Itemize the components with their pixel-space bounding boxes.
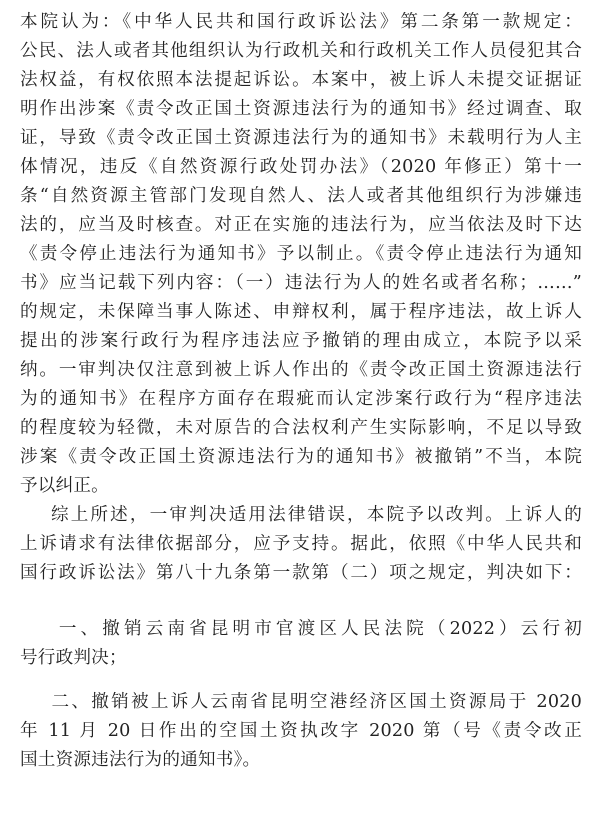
judgment-item-1-text: 行初: [542, 619, 582, 639]
paragraph-line: 书》应当记载下列内容：（一）违法行为人的姓名或者名称；……”: [20, 273, 582, 293]
paragraph-line: 予以纠正。: [20, 476, 109, 496]
paragraph-line: 条“自然资源主管部门发现自然人、法人或者其他组织行为涉嫌违: [20, 186, 582, 206]
judgment-item-1-text: 号行政判决；: [20, 648, 127, 668]
judgment-item-2-text: 号《责令改正: [463, 721, 582, 741]
paragraph-line: 纳。一审判决仅注意到被上诉人作出的《责令改正国土资源违法行: [20, 360, 582, 380]
paragraph-line: 涉案《责令改正国土资源违法行为的通知书》被撤销”不当，本院: [20, 447, 582, 467]
judgment-item-2-line-2: [20, 719, 582, 743]
paragraph-line: 《责令停止违法行为通知书》予以制止。《责令停止违法行为通知: [20, 244, 582, 264]
paragraph-line: 法权益，有权依照本法提起诉讼。本案中，被上诉人未提交证据证: [20, 70, 582, 90]
paragraph-line: 综上所述，一审判决适用法律错误，本院予以改判。上诉人的: [20, 505, 582, 525]
judgment-item-2-line-1: 二、撤销被上诉人云南省昆明空港经济区国土资源局于 2020: [20, 692, 582, 712]
paragraph-line: 法的，应当及时核查。对正在实施的违法行为，应当依法及时下达: [20, 215, 582, 235]
judgment-item-2-text: 年 11 月 20 日作出的空国土资执改字 2020 第（: [20, 721, 464, 741]
paragraph-line: 上诉请求有法律依据部分，应予支持。据此，依照《中华人民共和: [20, 534, 582, 554]
paragraph-line: 的程度较为轻微，未对原告的合法权利产生实际影响，不足以导致: [20, 418, 582, 438]
paragraph-line: 提出的涉案行政行为程序违法应予撤销的理由成立，本院予以采: [20, 331, 582, 351]
judgment-item-2-line-3: 国土资源违法行为的通知书》。: [20, 750, 261, 770]
paragraph-line: 明作出涉案《责令改正国土资源违法行为的通知书》经过调查、取: [20, 99, 582, 119]
paragraph-line: 公民、法人或者其他组织认为行政机关和行政机关工作人员侵犯其合: [20, 41, 582, 61]
paragraph-line: 本院认为：《中华人民共和国行政诉讼法》第二条第一款规定：: [20, 12, 582, 32]
paragraph-line: 国行政诉讼法》第八十九条第一款第（二）项之规定，判决如下：: [20, 563, 582, 583]
paragraph-line: 的规定，未保障当事人陈述、申辩权利，属于程序违法，故上诉人: [20, 302, 582, 322]
paragraph-line: 为的通知书》在程序方面存在瑕疵而认定涉案行政行为“程序违法: [20, 389, 582, 409]
paragraph-line: 证，导致《责令改正国土资源违法行为的通知书》未载明行为人主: [20, 128, 582, 148]
judgment-item-1-line-2: [20, 646, 582, 670]
judgment-item-1-line-1: [20, 617, 582, 641]
judgment-item-1-text: 一、撤销云南省昆明市官渡区人民法院（2022）云: [20, 619, 543, 639]
paragraph-line: 体情况，违反《自然资源行政处罚办法》（2020 年修正）第十一: [20, 157, 582, 177]
